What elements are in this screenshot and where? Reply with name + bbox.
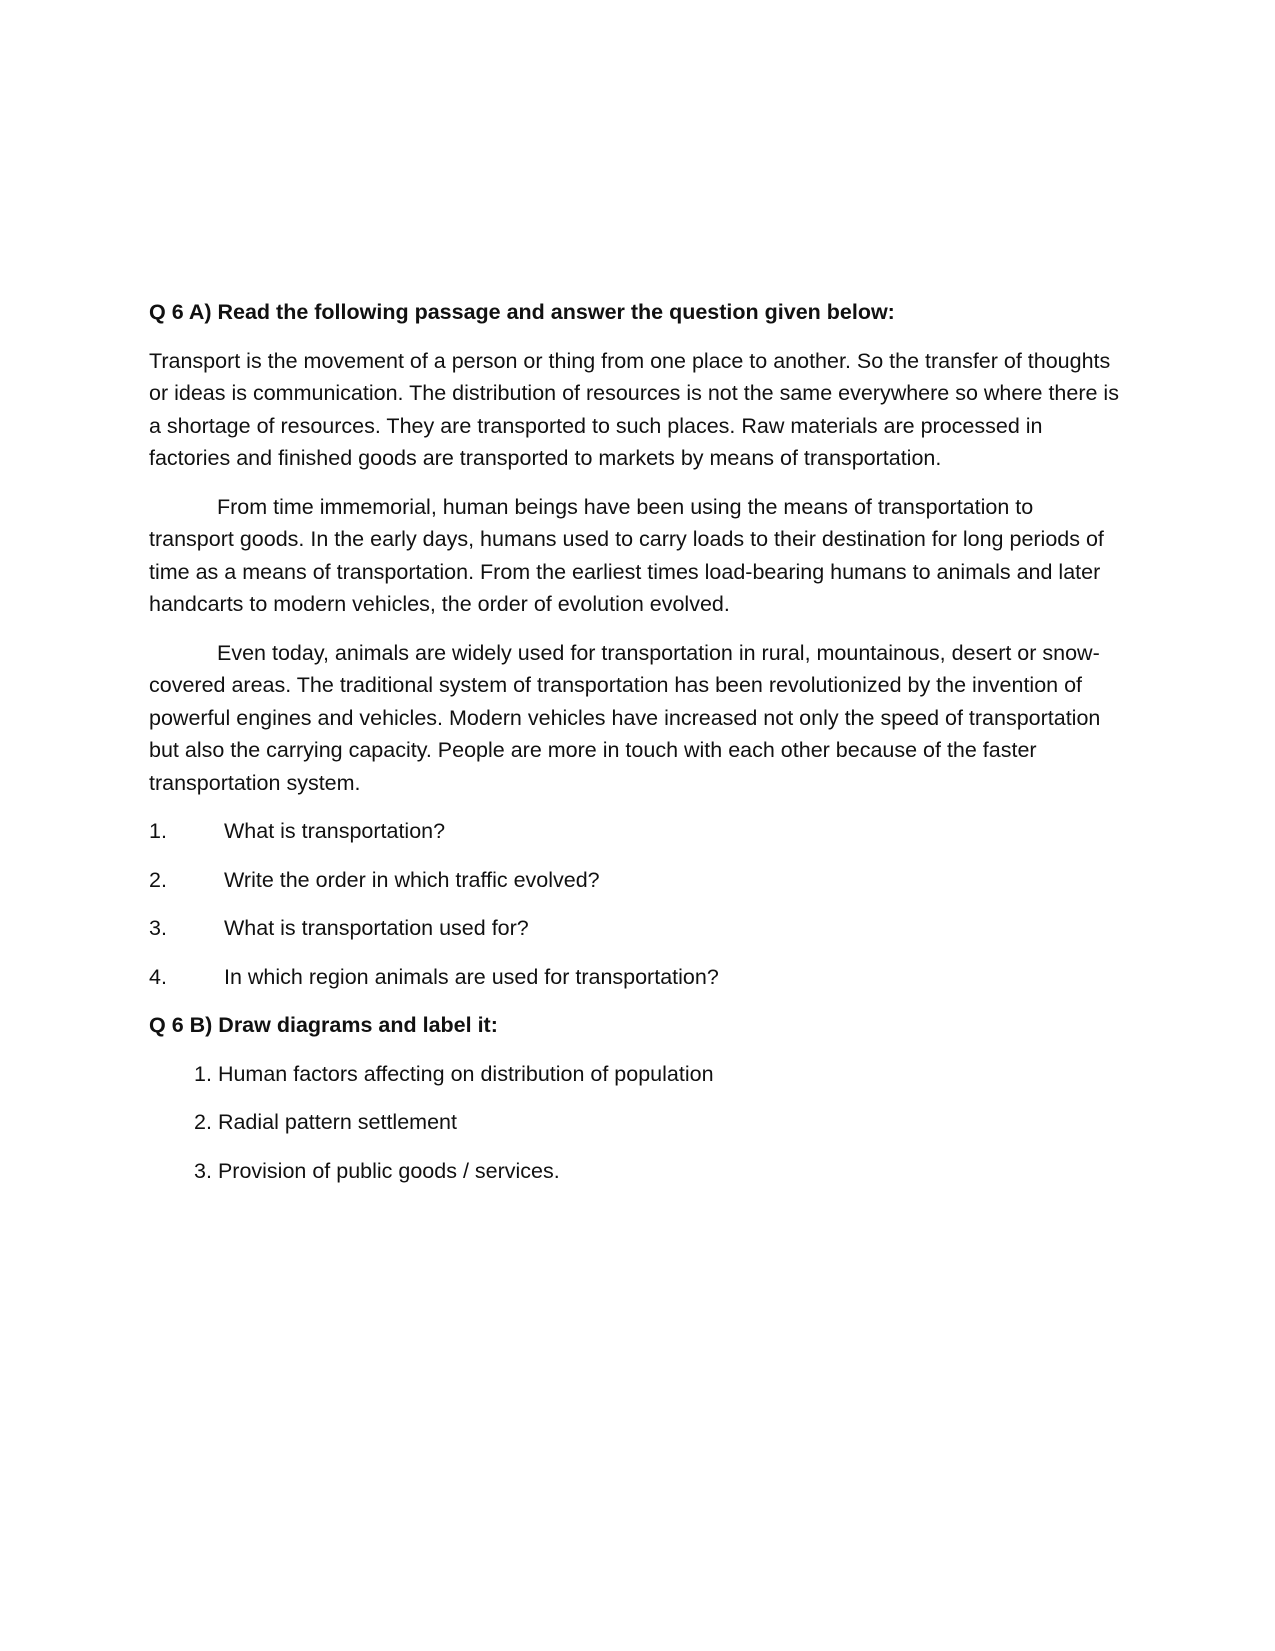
question-number: 2. [149, 867, 167, 892]
diagram-item [194, 1106, 1119, 1139]
question-item [149, 912, 1119, 945]
question-number: 1. [149, 819, 167, 843]
diagram-number: 3. [194, 1158, 212, 1183]
question-text: In which region animals are used for transportation? [224, 964, 719, 989]
question-item [149, 815, 1119, 848]
document-content [149, 296, 1119, 1203]
passage-paragraph-3: Even today, animals are widely used for transportation in rural, mountainous, desert or snow-covered areas. The traditional system of transportation has been revolutionized by the invention of powerful engines and vehicles. Modern vehicles have increased not only the speed of transportation but also the carrying capacity. People are more in touch with each other because of the faster transportation system. [149, 640, 1101, 795]
question-item [149, 961, 1119, 994]
diagram-number: 2. [194, 1110, 212, 1134]
diagram-text: Provision of public goods / services. [217, 1158, 560, 1183]
diagram-text: Radial pattern settlement [217, 1110, 457, 1134]
question-item [149, 864, 1119, 897]
question-text: What is transportation used for? [224, 916, 529, 940]
diagram-item [194, 1155, 1119, 1188]
passage-paragraph-1: Transport is the movement of a person or thing from one place to another. So the transfer of thoughts or ideas is communication. The distribution of resources is not the same everywhere so where there is a shortage of resources. They are transported to such places. Raw materials are processed in factories and finished goods are transported to markets by means of transportation. [149, 348, 1119, 470]
diagram-list [149, 1058, 1119, 1188]
question-6a-heading: Q 6 A) Read the following passage and answer the question given below: [149, 300, 895, 324]
question-number: 4. [149, 964, 167, 989]
question-6b-heading: Q 6 B) Draw diagrams and label it: [149, 1013, 498, 1037]
question-number: 3. [149, 916, 167, 940]
question-text: What is transportation? [224, 819, 446, 843]
question-text: Write the order in which traffic evolved? [224, 867, 600, 892]
diagram-item [194, 1058, 1119, 1091]
question-list [149, 815, 1119, 993]
diagram-text: Human factors affecting on distribution of population [217, 1061, 714, 1086]
diagram-number: 1. [194, 1061, 212, 1086]
passage-paragraph-2: From time immemorial, human beings have been using the means of transportation to transport goods. In the early days, humans used to carry loads to their destination for long periods of time as a means of transportation. From the earliest times load-bearing humans to animals and later handcarts to modern vehicles, the order of evolution evolved. [149, 494, 1104, 616]
